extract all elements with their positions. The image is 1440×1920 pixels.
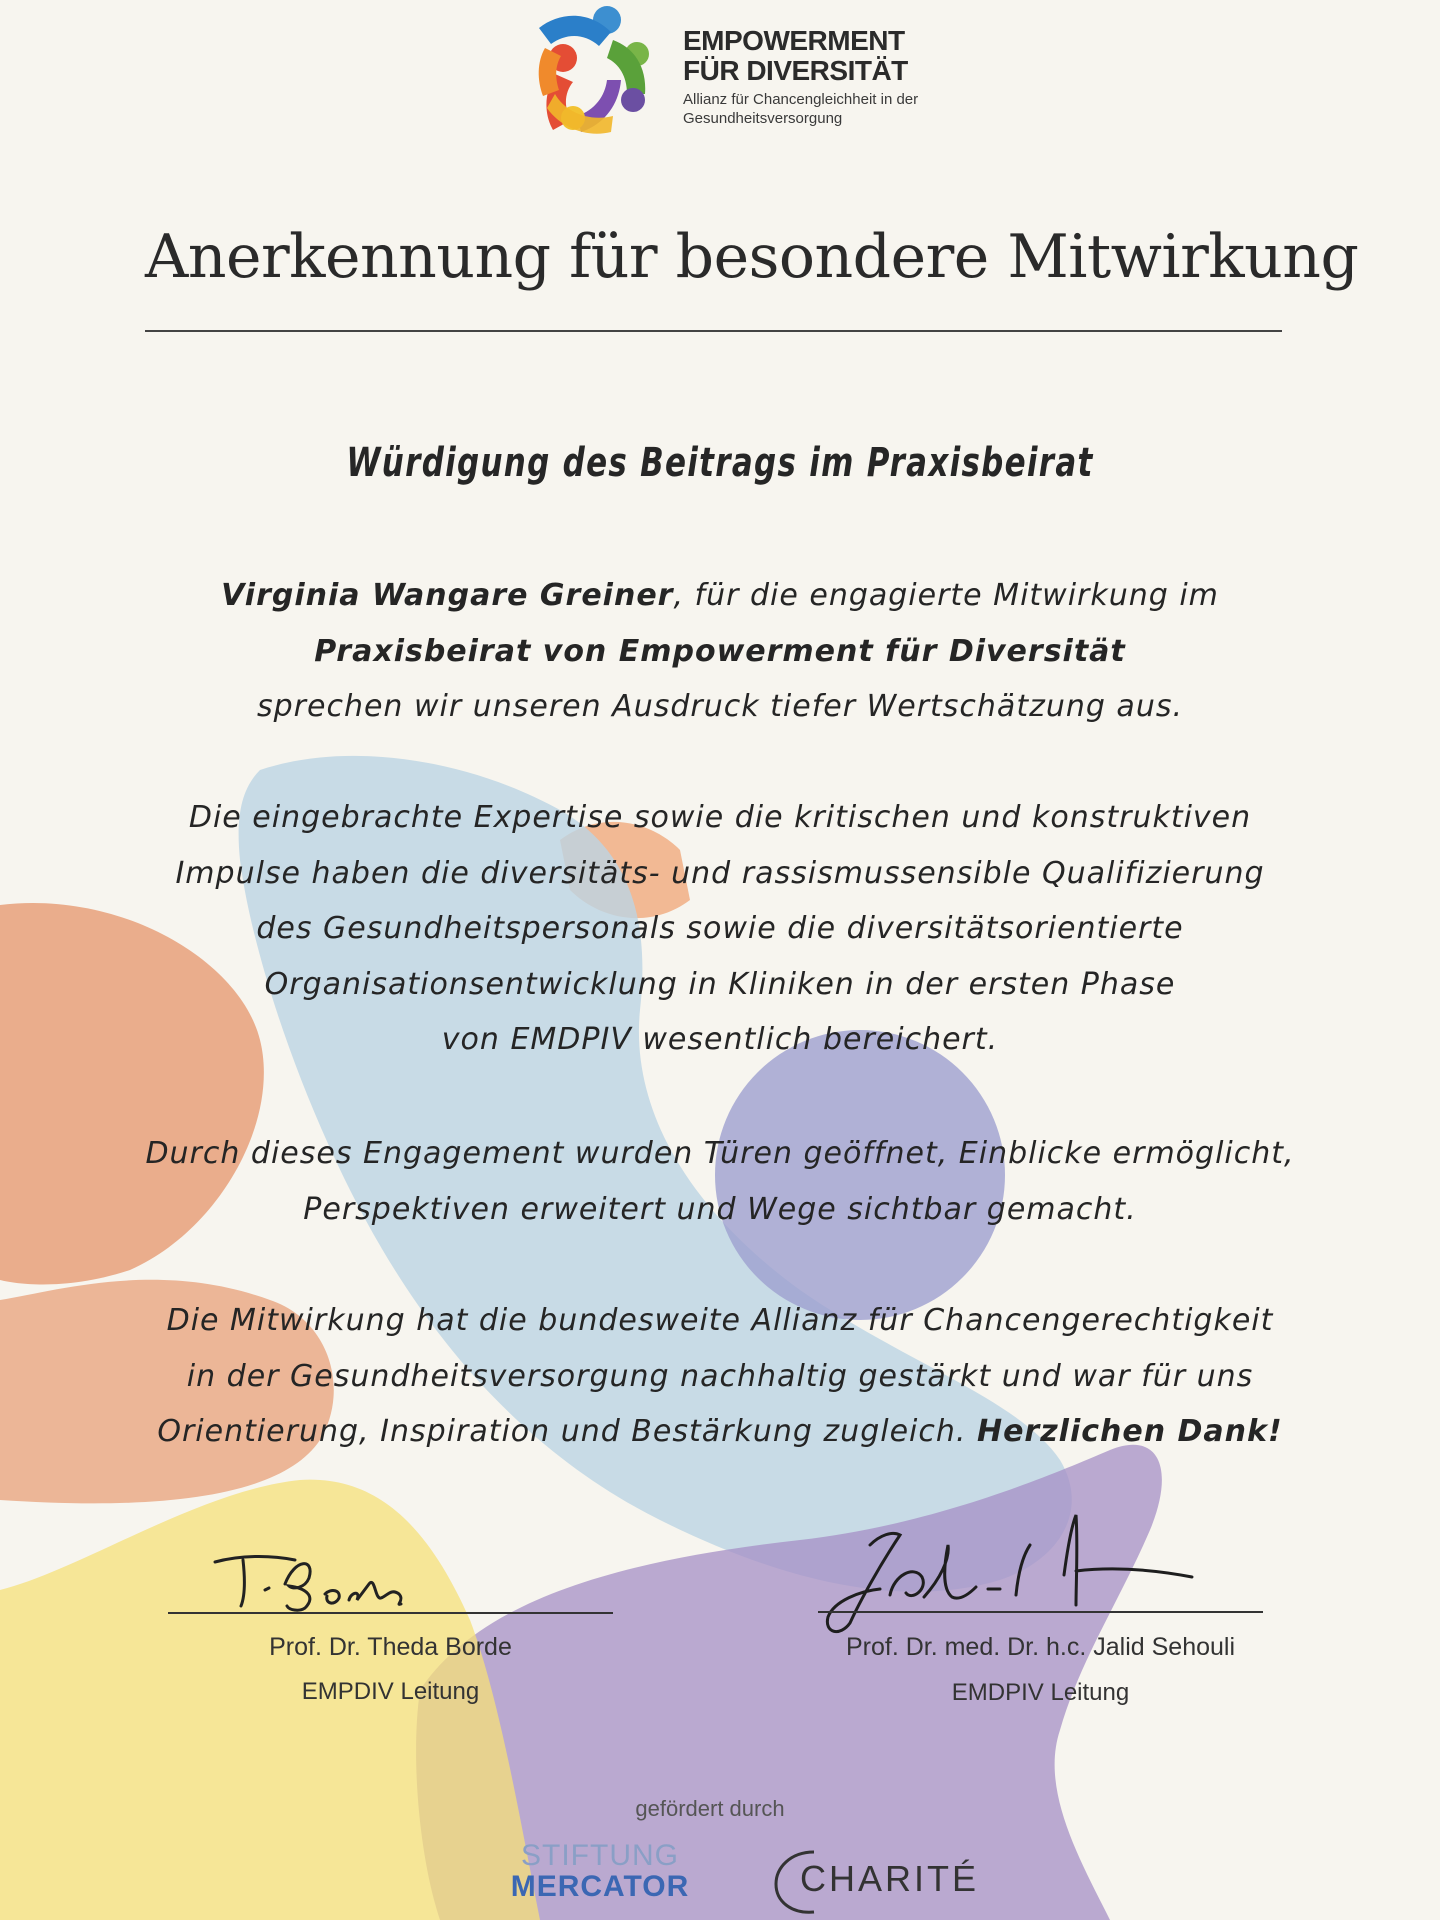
- thanks-line-3-text: Orientierung, Inspiration und Bestärkung zugleich.: [157, 1414, 967, 1449]
- logo-line-1: EMPOWERMENT: [683, 25, 905, 56]
- expertise-line: von EMDPIV wesentlich bereichert.: [441, 1022, 999, 1057]
- logo: [515, 0, 919, 150]
- expertise-line: Die eingebrachte Expertise sowie die kritischen und konstruktiven: [188, 800, 1252, 835]
- paragraph-expertise: [80, 790, 1360, 1068]
- charite-logo-text: CHARITÉ: [800, 1858, 980, 1899]
- thanks-line-3: [80, 1404, 1360, 1460]
- engagement-line: Perspektiven erweitert und Wege sichtbar gemacht.: [303, 1191, 1137, 1227]
- dedication-line-1-rest: , für die engagierte Mitwirkung im: [673, 578, 1219, 613]
- logo-line-2: FÜR DIVERSITÄT: [683, 55, 908, 86]
- expertise-line: Impulse haben die diversitäts- und rassismussensible Qualifizierung: [175, 855, 1265, 891]
- mercator-logo-top: STIFTUNG: [521, 1839, 679, 1872]
- title-divider: [145, 330, 1282, 332]
- signature-left-role: EMPDIV Leitung: [301, 1678, 480, 1705]
- paragraph-dedication: [80, 568, 1360, 735]
- certificate-subtitle: Würdigung des Beitrags im Praxisbeirat: [346, 440, 1094, 486]
- dedication-line-1: [80, 568, 1360, 624]
- paragraph-engagement: [80, 1126, 1360, 1237]
- signature-right-role: EMDPIV Leitung: [951, 1679, 1130, 1706]
- signature-right-line: [818, 1611, 1263, 1613]
- logo-text: [683, 26, 923, 128]
- recipient-name: Virginia Wangare Greiner: [221, 578, 674, 613]
- mercator-logo: [480, 1840, 720, 1902]
- dedication-line-2: [80, 624, 1360, 680]
- logo-mark-icon: [515, 0, 665, 150]
- certificate-title: Anerkennung für besondere Mitwirkung: [145, 222, 1359, 292]
- mercator-logo-bottom: MERCATOR: [510, 1870, 690, 1903]
- expertise-line: des Gesundheitspersonals sowie die diversitätsorientierte: [256, 911, 1184, 946]
- thanks-line-2: in der Gesundheitsversorgung nachhaltig gestärkt und war für uns: [186, 1358, 1254, 1394]
- signature-right-scribble: [820, 1505, 1220, 1645]
- sponsor-label: gefördert durch: [635, 1796, 785, 1821]
- logo-subtitle: Allianz für Chancengleichheit in der Gesundheitsversorgung: [683, 91, 919, 127]
- signature-left-scribble: [205, 1548, 445, 1618]
- charite-logo: [770, 1846, 1010, 1916]
- expertise-line: Organisationsentwicklung in Kliniken in der ersten Phase: [264, 966, 1176, 1002]
- signature-left-line: [168, 1612, 613, 1614]
- thanks-closing: Herzlichen Dank!: [976, 1414, 1283, 1449]
- thanks-line-1: Die Mitwirkung hat die bundesweite Allianz für Chancengerechtigkeit: [166, 1303, 1274, 1338]
- engagement-line: Durch dieses Engagement wurden Türen geöffnet, Einblicke ermöglicht,: [145, 1136, 1295, 1171]
- dedication-line-3: sprechen wir unseren Ausdruck tiefer Wertschätzung aus.: [257, 689, 1183, 724]
- dedication-line-2-text: Praxisbeirat von Empowerment für Diversität: [314, 633, 1126, 669]
- signature-left-name: Prof. Dr. Theda Borde: [269, 1633, 512, 1661]
- paragraph-thanks: [80, 1293, 1360, 1460]
- signature-right-name: Prof. Dr. med. Dr. h.c. Jalid Sehouli: [845, 1633, 1236, 1661]
